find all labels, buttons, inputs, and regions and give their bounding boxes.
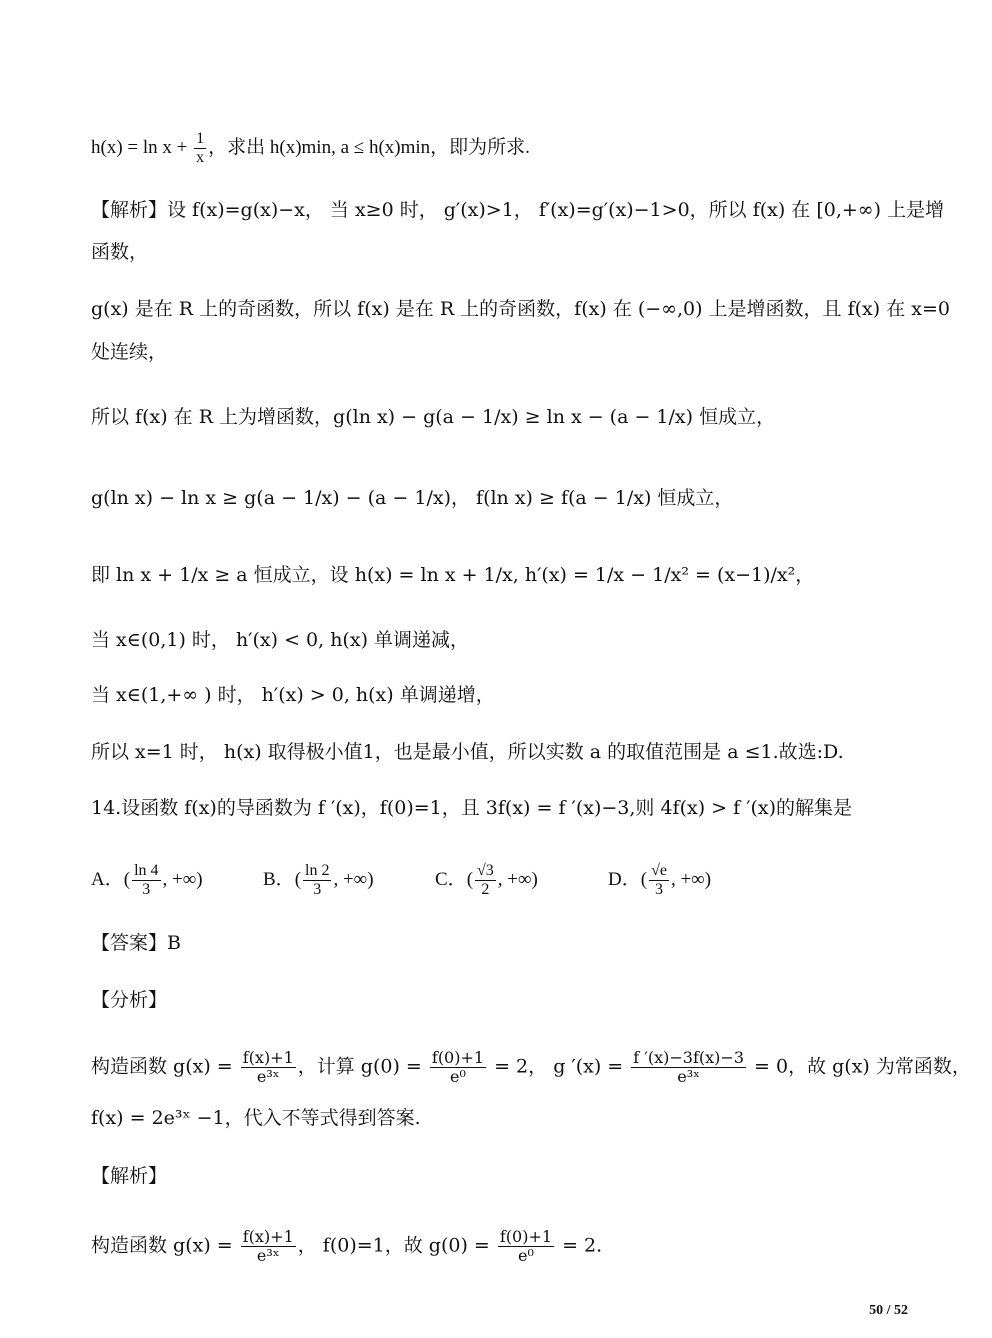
fraction (430, 1049, 486, 1086)
text-line (91, 130, 922, 167)
solution-line-1 (91, 1228, 922, 1265)
question-14: 14.设函数 f(x)的导函数为 f ′(x)，f(0)=1，且 3f(x) = f ′(x)−3,则 4f(x) > f ′(x)的解集是 (91, 797, 853, 819)
text-line: 函数， (91, 241, 149, 263)
math-text: 构造函数 g(x) = (91, 1234, 239, 1257)
page-number: 50 / 52 (869, 1303, 908, 1318)
solution-heading: 【解析】 (91, 1165, 168, 1187)
math-text: ， f(0)=1，故 g(0) = (297, 1234, 496, 1257)
text-line: 所以 x=1 时， h(x) 取得极小值1，也是最小值，所以实数 a 的取值范围是 a ≤1.故选:D. (91, 741, 844, 763)
option-tail: , +∞) (162, 868, 203, 890)
answer-line: 【答案】B (91, 932, 181, 954)
fraction-numerator: 1 (196, 130, 205, 147)
option-b: B．( $\frac{\ln 2}{3}$ , +∞) (263, 862, 374, 898)
math-text: h(x) = ln x + (91, 136, 193, 158)
option-tail: , +∞) (333, 868, 374, 890)
option-d: D．( $\frac{√e}{3}$ , +∞) (608, 862, 712, 898)
fraction-denominator: e⁰ (518, 1246, 534, 1265)
fraction-numerator: f(x)+1 (242, 1048, 294, 1067)
text-line: 当 x∈(0,1) 时， h′(x) < 0, h(x) 单调递减， (91, 629, 470, 651)
option-c: C．( $\frac{√3}{2}$ , +∞) (435, 862, 538, 898)
option-label: C． (435, 868, 467, 890)
text-line: g(ln x) − ln x ≥ g(a − 1/x) − (a − 1/x)， f(ln x) ≥ f(a − 1/x) 恒成立， (91, 487, 734, 509)
text-line: g(x) 是在 R 上的奇函数，所以 f(x) 是在 R 上的奇函数，f(x) 在 (−∞,0) 上是增函数，且 f(x) 在 x=0 (91, 298, 950, 320)
fraction-denominator: e⁰ (450, 1067, 466, 1086)
fraction (194, 130, 206, 167)
text-line: 即 ln x + 1/x ≥ a 恒成立，设 h(x) = ln x + 1/x, h′(x) = 1/x − 1/x² = (x−1)/x²， (91, 564, 815, 586)
fraction-numerator: ln 4 (134, 862, 159, 879)
option-label: B． (263, 868, 295, 890)
fraction-numerator: f(0)+1 (431, 1048, 485, 1067)
analysis-line-1 (91, 1048, 971, 1086)
option-tail: , +∞) (670, 868, 712, 890)
math-text: = 2. (556, 1234, 603, 1257)
option-tail: , +∞) (497, 868, 538, 890)
math-text: ，求出 h(x)min, a ≤ h(x)min，即为所求. (208, 136, 530, 158)
fraction-denominator: 3 (142, 881, 151, 898)
fraction-numerator: f(0)+1 (499, 1227, 553, 1246)
math-text: ，计算 g(0) = (297, 1055, 428, 1078)
fraction-numerator: ln 2 (305, 862, 330, 879)
text-line: 【解析】设 f(x)=g(x)−x， 当 x≥0 时， g′(x)>1， f′(x)=g′(x)−1>0，所以 f(x) 在 [0,+∞) 上是增 (91, 199, 945, 221)
fraction-numerator: √3 (477, 862, 494, 879)
fraction-numerator: f ′(x)−3f(x)−3 (633, 1048, 744, 1067)
fraction (241, 1228, 296, 1265)
fraction-denominator: 3 (655, 881, 663, 898)
option-a: A．( $\frac{\ln 4}{3}$ , +∞) (91, 862, 203, 898)
text-line: 处连续， (91, 341, 168, 363)
text-line: 所以 f(x) 在 R 上为增函数，g(ln x) − g(a − 1/x) ≥ ln x − (a − 1/x) 恒成立， (91, 406, 776, 428)
fraction-denominator: 2 (481, 881, 490, 898)
analysis-heading: 【分析】 (91, 989, 168, 1011)
fraction-denominator: x (196, 149, 205, 166)
fraction (631, 1049, 746, 1086)
fraction-denominator: e³ˣ (677, 1067, 700, 1086)
fraction-denominator: 3 (313, 881, 322, 898)
math-text: 构造函数 g(x) = (91, 1055, 239, 1078)
fraction-numerator: √e (651, 862, 667, 879)
math-text: = 0，故 g(x) 为常函数， (748, 1055, 971, 1078)
fraction-numerator: f(x)+1 (242, 1227, 294, 1246)
fraction-denominator: e³ˣ (256, 1067, 280, 1086)
option-label: A． (91, 868, 124, 890)
fraction-denominator: e³ˣ (256, 1246, 280, 1265)
option-label: D． (608, 868, 641, 890)
analysis-line-2: f(x) = 2e³ˣ −1，代入不等式得到答案. (91, 1107, 421, 1129)
fraction (498, 1228, 554, 1265)
math-text: = 2， g ′(x) = (488, 1055, 630, 1078)
fraction (241, 1049, 296, 1086)
text-line: 当 x∈(1,+∞ ) 时， h′(x) > 0, h(x) 单调递增， (91, 684, 495, 706)
